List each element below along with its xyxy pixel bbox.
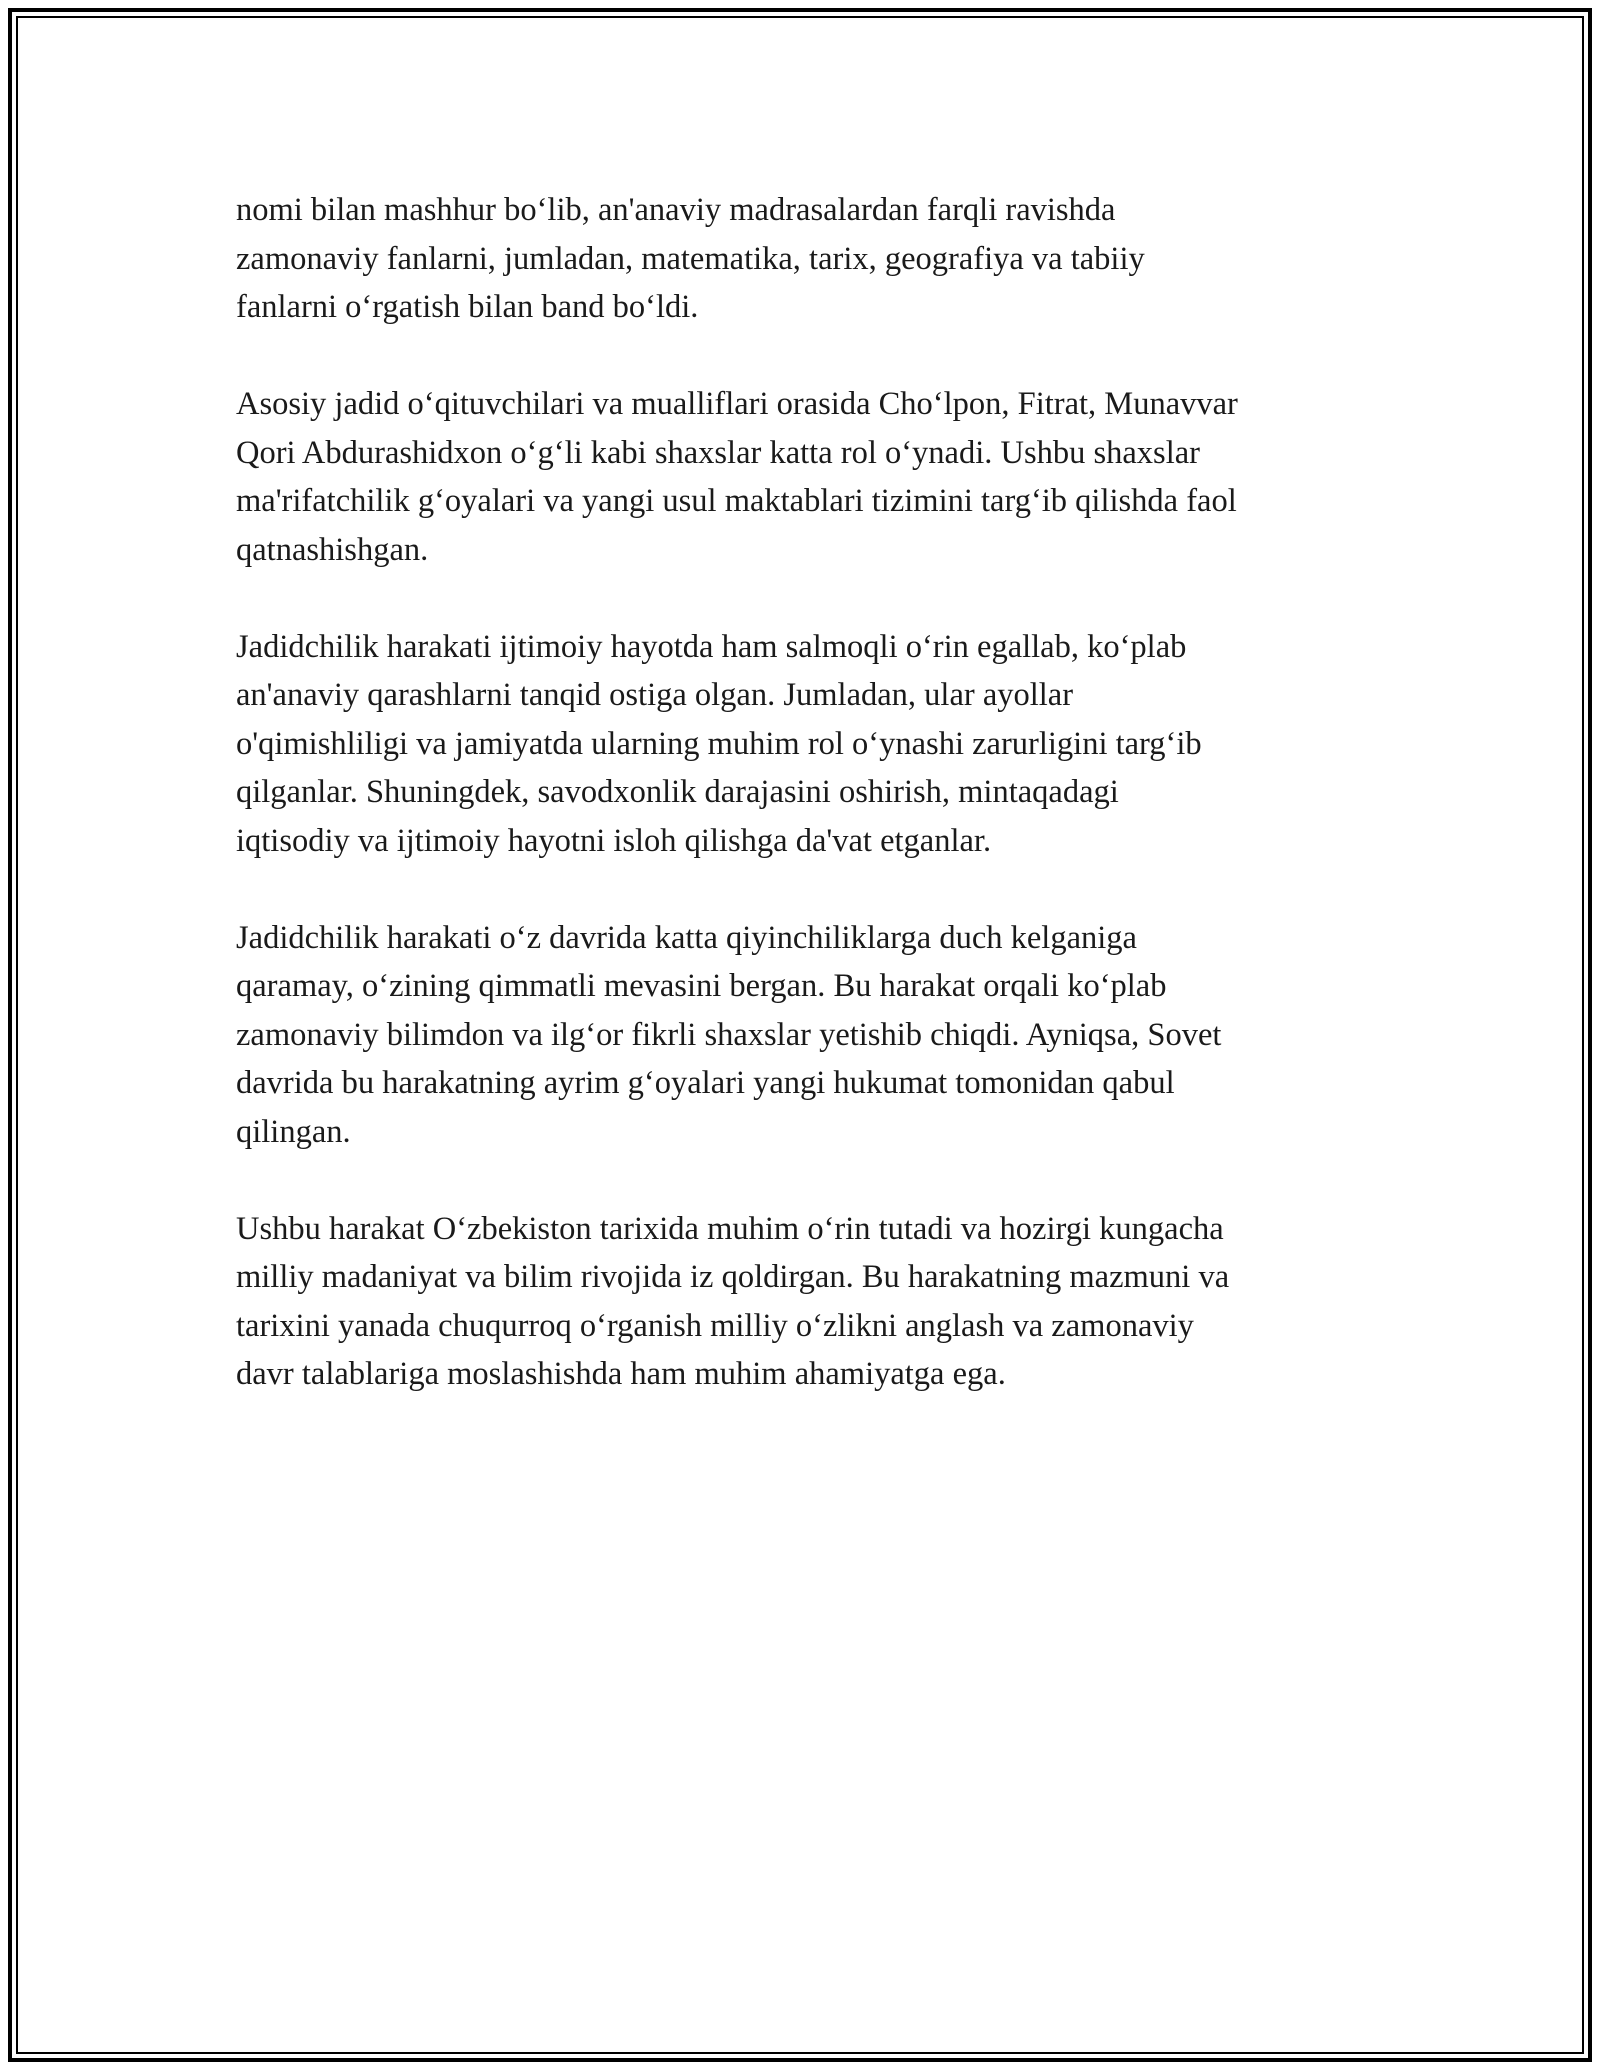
paragraph: Jadidchilik harakati o‘z davrida katta qiyinchiliklarga duch kelganiga qaramay, o‘zining qimmatli mevasini bergan. Bu harakat orqali ko‘plab zamonaviy bilimdon va ilg‘or fikrli shaxslar yetishib chiqdi. Ayniqsa, Sovet davrida bu harakatning ayrim g‘oyalari yangi hukumat tomonidan qabul qilingan. bbox=[236, 919, 1222, 1150]
document-body bbox=[236, 186, 1376, 1447]
paragraph: Ushbu harakat O‘zbekiston tarixida muhim o‘rin tutadi va hozirgi kungacha milliy madaniyat va bilim rivojida iz qoldirgan. Bu harakatning mazmuni va tarixini yanada chuqurroq o‘rganish milliy o‘zlikni anglash va zamonaviy davr talablariga moslashishda ham muhim ahamiyatga ega. bbox=[236, 1210, 1230, 1392]
paragraph: nomi bilan mashhur bo‘lib, an'anaviy madrasalardan farqli ravishda zamonaviy fanlarni, jumladan, matematika, tarix, geografiya va tabiiy fanlarni o‘rgatish bilan band bo‘ldi. bbox=[236, 192, 1145, 325]
paragraph: Asosiy jadid o‘qituvchilari va mualliflari orasida Cho‘lpon, Fitrat, Munavvar Qori Abdurashidxon o‘g‘li kabi shaxslar katta rol o‘ynadi. Ushbu shaxslar ma'rifatchilik g‘oyalari va yangi usul maktablari tizimini targ‘ib qilishda faol qatnashishgan. bbox=[236, 386, 1238, 568]
paragraph: Jadidchilik harakati ijtimoiy hayotda ham salmoqli o‘rin egallab, ko‘plab an'anaviy qarashlarni tanqid ostiga olgan. Jumladan, ular ayollar o'qimishliligi va jamiyatda ularning muhim rol o‘ynashi zarurligini targ‘ib qilganlar. Shuningdek, savodxonlik darajasini oshirish, mintaqadagi iqtisodiy va ijtimoiy hayotni isloh qilishga da'vat etganlar. bbox=[236, 628, 1202, 859]
